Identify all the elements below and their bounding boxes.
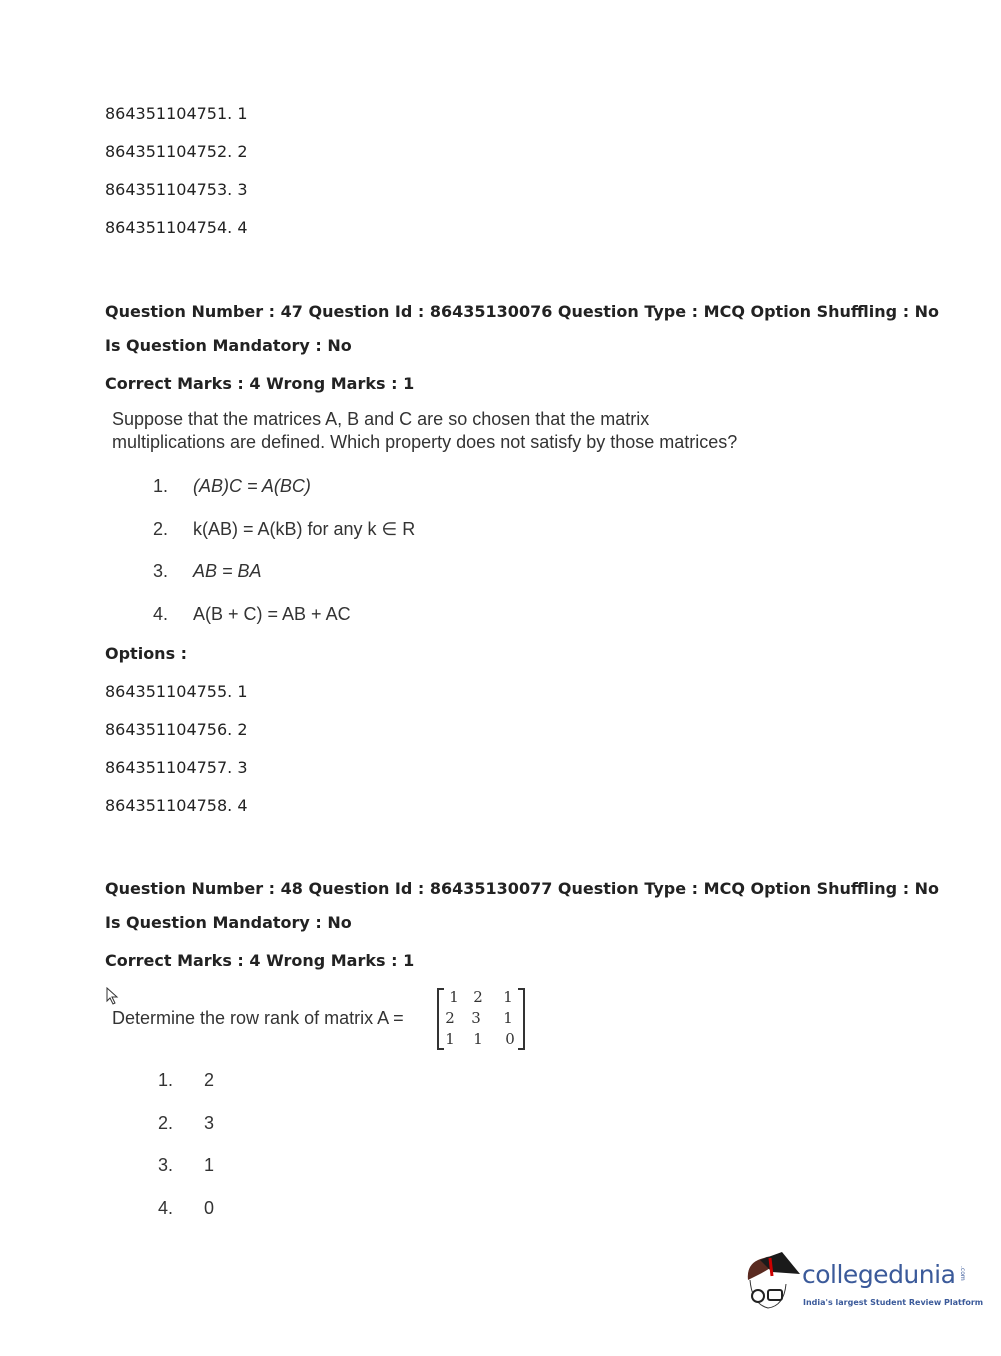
matrix-cell: 1 xyxy=(473,1030,483,1048)
option-line: 864351104757. 3 xyxy=(105,758,248,777)
matrix-cell: 1 xyxy=(503,1009,513,1027)
option-line: 864351104758. 4 xyxy=(105,796,248,815)
matrix-cell: 1 xyxy=(445,1030,455,1048)
question-text: Determine the row rank of matrix A = xyxy=(112,1008,404,1028)
matrix-cell: 1 xyxy=(449,988,459,1006)
option-line: 864351104754. 4 xyxy=(105,218,248,237)
question-mandatory: Is Question Mandatory : No xyxy=(105,913,352,932)
option-line: 864351104752. 2 xyxy=(105,142,248,161)
cursor-icon xyxy=(106,987,120,1005)
matrix-cell: 3 xyxy=(471,1009,481,1027)
choice-text: 2 xyxy=(204,1070,215,1090)
choice-number: 1. xyxy=(153,476,169,496)
choice-text: 1 xyxy=(204,1155,215,1175)
matrix-cell: 2 xyxy=(473,988,483,1006)
choice-number: 1. xyxy=(158,1070,174,1090)
option-line: 864351104751. 1 xyxy=(105,104,248,123)
logo-name: collegedunia xyxy=(802,1260,956,1289)
matrix-cell: 0 xyxy=(505,1030,515,1048)
choice-text: 3 xyxy=(204,1113,215,1133)
choice-text: A(B + C) = AB + AC xyxy=(193,604,351,624)
matrix xyxy=(437,988,525,1050)
choice-number: 4. xyxy=(158,1198,174,1218)
choice-text: k(AB) = A(kB) for any k ∈ R xyxy=(193,519,416,539)
mascot-icon xyxy=(742,1250,802,1320)
matrix-cell: 1 xyxy=(503,988,513,1006)
choice-text: AB = BA xyxy=(193,561,262,581)
option-line: 864351104755. 1 xyxy=(105,682,248,701)
choice-number: 2. xyxy=(153,519,169,539)
choice-text: 0 xyxy=(204,1198,215,1218)
question-text: multiplications are defined. Which property does not satisfy by those matrices? xyxy=(112,432,738,452)
choice-number: 3. xyxy=(158,1155,174,1175)
option-line: 864351104756. 2 xyxy=(105,720,248,739)
choice-number: 4. xyxy=(153,604,169,624)
question-text: Suppose that the matrices A, B and C are so chosen that the matrix xyxy=(112,409,650,429)
logo-tagline: India's largest Student Review Platform xyxy=(803,1298,984,1307)
collegedunia-logo xyxy=(742,1250,984,1320)
choice-number: 2. xyxy=(158,1113,174,1133)
option-line: 864351104753. 3 xyxy=(105,180,248,199)
choice-number: 3. xyxy=(153,561,169,581)
logo-suffix: .com xyxy=(959,1266,966,1281)
question-marks: Correct Marks : 4 Wrong Marks : 1 xyxy=(105,951,415,970)
question-header: Question Number : 48 Question Id : 86435130077 Question Type : MCQ Option Shuffling : No xyxy=(105,879,940,898)
question-marks: Correct Marks : 4 Wrong Marks : 1 xyxy=(105,374,415,393)
options-label: Options : xyxy=(105,644,188,663)
question-header: Question Number : 47 Question Id : 86435130076 Question Type : MCQ Option Shuffling : No xyxy=(105,302,940,321)
question-mandatory: Is Question Mandatory : No xyxy=(105,336,352,355)
matrix-cell: 2 xyxy=(445,1009,455,1027)
choice-text: (AB)C = A(BC) xyxy=(193,476,311,496)
